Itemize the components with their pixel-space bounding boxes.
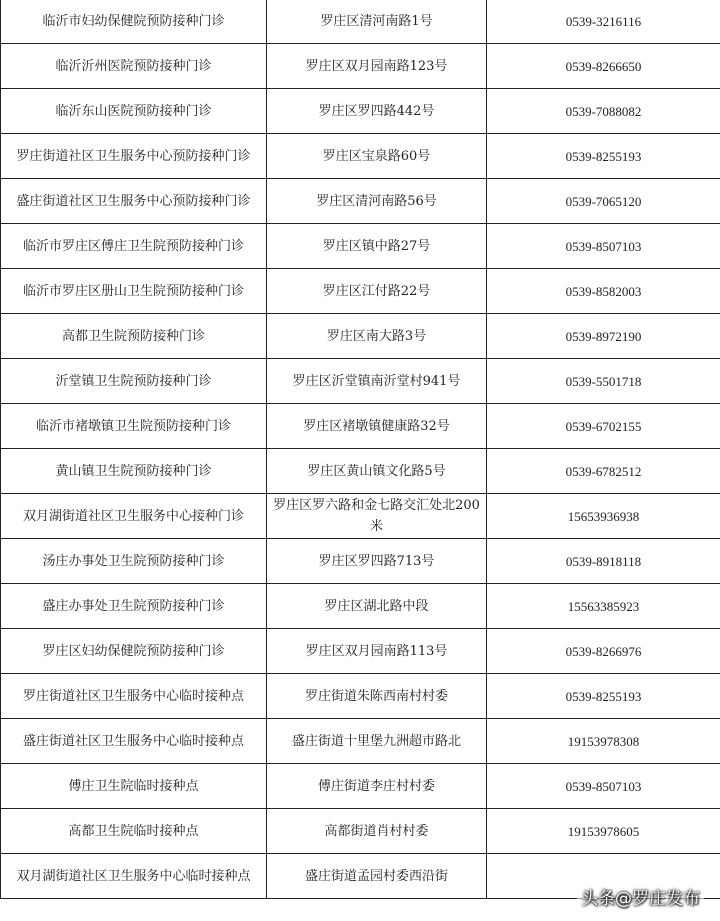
table-row (1, 809, 720, 854)
site-phone-cell: 19153978308 (487, 719, 720, 764)
table-row (1, 494, 720, 539)
site-name-cell: 汤庄办事处卫生院预防接种门诊 (1, 539, 267, 584)
site-name-cell: 高都卫生院临时接种点 (1, 809, 267, 854)
table-row (1, 404, 720, 449)
site-phone-cell: 0539-8266650 (487, 44, 720, 89)
site-address-cell: 罗庄区褚墩镇健康路32号 (267, 404, 487, 449)
table-row (1, 89, 720, 134)
site-name-cell: 临沂市褚墩镇卫生院预防接种门诊 (1, 404, 267, 449)
site-name-cell: 双月湖街道社区卫生服务中心接种门诊 (1, 494, 267, 539)
site-name-cell: 高都卫生院预防接种门诊 (1, 314, 267, 359)
site-address-cell: 罗庄区罗四路442号 (267, 89, 487, 134)
table-body (1, 0, 720, 899)
site-address-cell: 罗庄区双月园南路113号 (267, 629, 487, 674)
site-address-cell: 罗庄区镇中路27号 (267, 224, 487, 269)
table-row (1, 0, 720, 44)
site-phone-cell: 15563385923 (487, 584, 720, 629)
table-row (1, 764, 720, 809)
site-name-cell: 盛庄街道社区卫生服务中心预防接种门诊 (1, 179, 267, 224)
site-address-cell: 罗庄区罗四路713号 (267, 539, 487, 584)
site-address-cell: 罗庄区南大路3号 (267, 314, 487, 359)
table-row (1, 539, 720, 584)
site-phone-cell: 15653936938 (487, 494, 720, 539)
site-phone-cell: 0539-8255193 (487, 674, 720, 719)
site-name-cell: 盛庄街道社区卫生服务中心临时接种点 (1, 719, 267, 764)
site-address-cell: 罗庄区江付路22号 (267, 269, 487, 314)
site-name-cell: 黄山镇卫生院预防接种门诊 (1, 449, 267, 494)
site-address-cell: 罗庄区沂堂镇南沂堂村941号 (267, 359, 487, 404)
site-phone-cell: 0539-7065120 (487, 179, 720, 224)
site-name-cell: 临沂市罗庄区傅庄卫生院预防接种门诊 (1, 224, 267, 269)
site-phone-cell: 19153978605 (487, 809, 720, 854)
table-row (1, 44, 720, 89)
site-name-cell: 盛庄办事处卫生院预防接种门诊 (1, 584, 267, 629)
table-row (1, 314, 720, 359)
table-row (1, 179, 720, 224)
site-address-cell: 罗庄街道朱陈西南村村委 (267, 674, 487, 719)
table-row (1, 449, 720, 494)
site-address-cell: 高都街道肖村村委 (267, 809, 487, 854)
site-phone-cell: 0539-8582003 (487, 269, 720, 314)
site-phone-cell: 0539-3216116 (487, 0, 720, 44)
site-name-cell: 临沂市罗庄区册山卫生院预防接种门诊 (1, 269, 267, 314)
site-phone-cell: 0539-6702155 (487, 404, 720, 449)
site-phone-cell: 0539-8918118 (487, 539, 720, 584)
table-row (1, 629, 720, 674)
table-row (1, 674, 720, 719)
site-name-cell: 罗庄街道社区卫生服务中心临时接种点 (1, 674, 267, 719)
site-address-cell: 罗庄区双月园南路123号 (267, 44, 487, 89)
watermark (577, 882, 704, 911)
table-row (1, 719, 720, 764)
site-phone-cell: 0539-8255193 (487, 134, 720, 179)
site-name-cell: 沂堂镇卫生院预防接种门诊 (1, 359, 267, 404)
site-address-cell: 罗庄区清河南路56号 (267, 179, 487, 224)
site-name-cell: 临沂市妇幼保健院预防接种门诊 (1, 0, 267, 44)
site-address-cell: 罗庄区罗六路和金七路交汇处北200米 (267, 494, 487, 539)
site-phone-cell: 0539-6782512 (487, 449, 720, 494)
site-address-cell: 盛庄街道十里堡九洲超市路北 (267, 719, 487, 764)
site-name-cell: 傅庄卫生院临时接种点 (1, 764, 267, 809)
table-row (1, 134, 720, 179)
site-phone-cell: 0539-8266976 (487, 629, 720, 674)
watermark-text: 头条@罗庄发布 (581, 889, 700, 909)
site-name-cell: 临沂沂州医院预防接种门诊 (1, 44, 267, 89)
table-row (1, 584, 720, 629)
site-address-cell: 罗庄区湖北路中段 (267, 584, 487, 629)
site-phone-cell: 0539-5501718 (487, 359, 720, 404)
site-address-cell: 罗庄区清河南路1号 (267, 0, 487, 44)
site-address-cell: 罗庄区黄山镇文化路5号 (267, 449, 487, 494)
site-phone-cell: 0539-8972190 (487, 314, 720, 359)
site-name-cell: 双月湖街道社区卫生服务中心临时接种点 (1, 854, 267, 899)
table-row (1, 269, 720, 314)
site-phone-cell: 0539-8507103 (487, 764, 720, 809)
site-name-cell: 罗庄区妇幼保健院预防接种门诊 (1, 629, 267, 674)
table-row (1, 224, 720, 269)
site-phone-cell: 0539-8507103 (487, 224, 720, 269)
site-address-cell: 傅庄街道李庄村村委 (267, 764, 487, 809)
site-address-cell: 盛庄街道孟园村委西沿街 (267, 854, 487, 899)
site-phone-cell: 0539-7088082 (487, 89, 720, 134)
site-name-cell: 罗庄街道社区卫生服务中心预防接种门诊 (1, 134, 267, 179)
site-address-cell: 罗庄区宝泉路60号 (267, 134, 487, 179)
site-name-cell: 临沂东山医院预防接种门诊 (1, 89, 267, 134)
table-row (1, 359, 720, 404)
